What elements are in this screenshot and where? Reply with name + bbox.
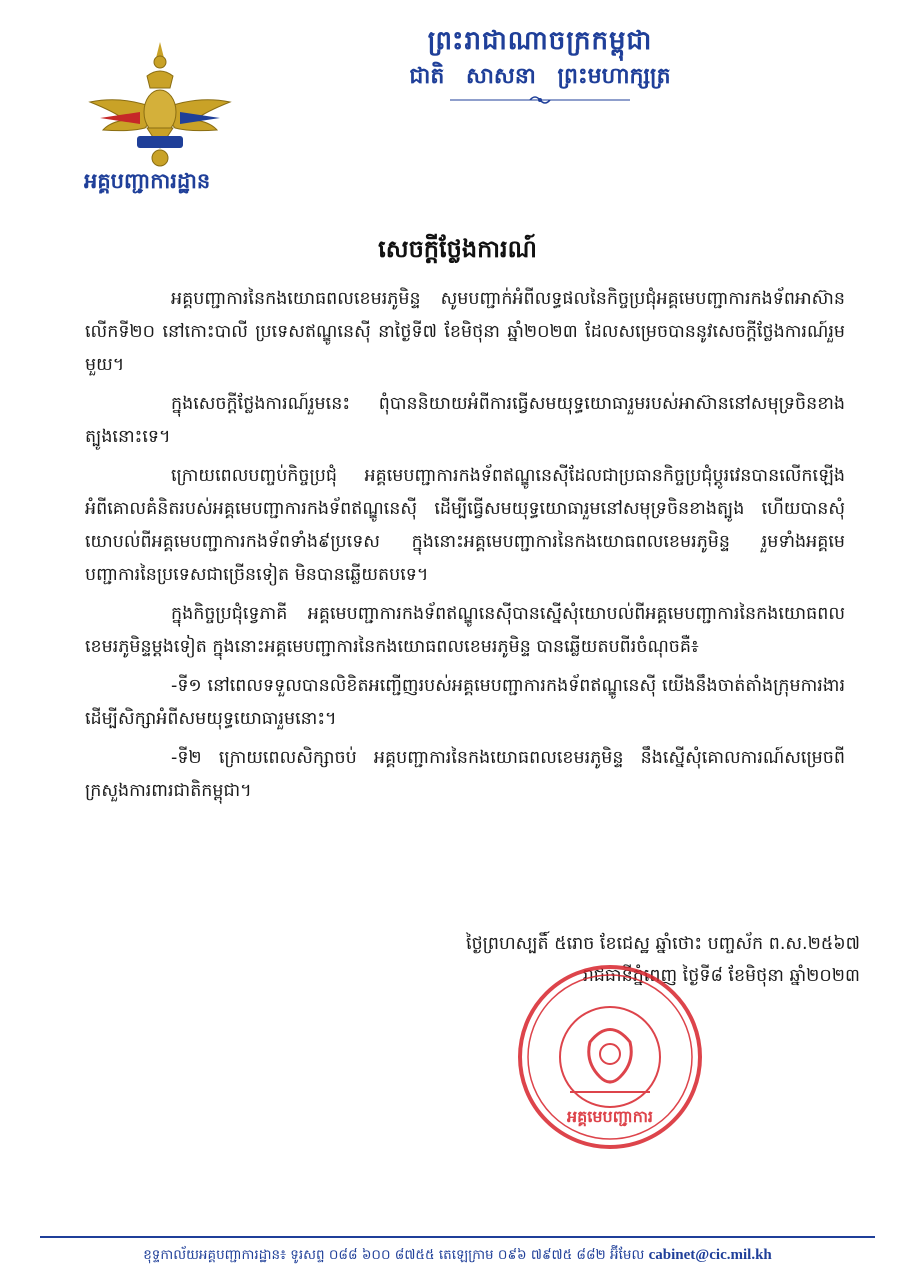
paragraph: ក្នុងកិច្ចប្រជុំទ្វេភាគី អគ្គមេបញ្ជាការកងទ័ពឥណ្ឌូនេស៊ីបានស្នើសុំយោបល់ពីអគ្គមេបញ្ជាការនៃកងយោធពលខេមរភូមិន្ទម្តងទៀត ក្នុងនោះអគ្គមេបញ្ជាការនៃកងយោធពលខេមរភូមិន្ទ បានឆ្លើយតបពីរចំណុចគឺ៖	[85, 604, 845, 657]
footer-text: ខុទ្ទកាល័យអគ្គបញ្ជាការដ្ឋាន៖ ទូរសព្ទ ០៨៨ ៦០០ ៨៧៥៥ តេឡេក្រាម ០៩៦ ៧៩៧៥ ៨៨២ អ៊ីមែល	[143, 1247, 645, 1263]
ornament-divider-icon	[440, 94, 640, 106]
paragraph: ក្រោយពេលបញ្ចប់កិច្ចប្រជុំ អគ្គមេបញ្ជាការកងទ័ពឥណ្ឌូនេស៊ីដែលជាប្រធានកិច្ចប្រជុំប្តូរវេនបានលើកឡើងអំពីគោលគំនិតរបស់អគ្គមេបញ្ជាការកងទ័ពឥណ្ឌូនេស៊ី ដើម្បីធ្វើសមយុទ្ធយោធារួមនៅសមុទ្រចិនខាងត្បូង ហើយបានសុំយោបល់ពីអគ្គមេបញ្ជាការកងទ័ពទាំង៩ប្រទេស ក្នុងនោះអគ្គមេបញ្ជាការនៃកងយោធពលខេមរភូមិន្ទ រួមទាំងអគ្គមេបញ្ជាការនៃប្រទេសជាច្រើនទៀត មិនបានឆ្លើយតបទេ។	[85, 466, 845, 585]
list-item: -ទី១ នៅពេលទទួលបានលិខិតអញ្ជើញរបស់អគ្គមេបញ្ជាការកងទ័ពឥណ្ឌូនេស៊ី យើងនឹងចាត់តាំងក្រុមការងារដើម្បីសិក្សាអំពីសមយុទ្ធយោធារួមនោះ។	[85, 676, 845, 729]
footer-contact	[40, 1246, 875, 1266]
lunar-date: ថ្ងៃព្រហស្បតិ៍ ៥រោច ខែជេស្ឋ ឆ្នាំថោះ បញ្ចស័ក ព.ស.២៥៦៧	[466, 934, 860, 954]
place-date: រាជធានីភ្នំពេញ ថ្ងៃទី៨ ខែមិថុនា ឆ្នាំ២០២៣	[582, 966, 860, 986]
statement-body	[85, 283, 845, 814]
kingdom-title: ព្រះរាជាណាចក្រកម្ពុជា	[427, 26, 653, 56]
email-link[interactable]: cabinet@cic.mil.kh	[648, 1247, 772, 1263]
seal-text: អគ្គមេបញ្ជាការ	[566, 1107, 654, 1126]
footer-divider	[40, 1236, 875, 1238]
paragraph: ក្នុងសេចក្តីថ្លែងការណ៍រួមនេះ ពុំបាននិយាយអំពីការធ្វើសមយុទ្ធយោធារួមរបស់អាស៊ាននៅសមុទ្រចិនខាងត្បូងនោះទេ។	[85, 394, 845, 447]
emblem-logo-icon	[85, 40, 235, 170]
list-item: -ទី២ ក្រោយពេលសិក្សាចប់ អគ្គបញ្ជាការនៃកងយោធពលខេមរភូមិន្ទ នឹងស្នើសុំគោលការណ៍សម្រេចពីក្រសួងការពារជាតិកម្ពុជា។	[85, 748, 845, 801]
document-title: សេចក្តីថ្លែងការណ៍	[378, 235, 537, 263]
organization-name: អគ្គបញ្ជាការដ្ឋាន	[84, 169, 211, 193]
national-motto: ជាតិ សាសនា ព្រះមហាក្សត្រ	[409, 64, 671, 89]
official-seal-icon	[515, 962, 705, 1152]
paragraph: អគ្គបញ្ជាការនៃកងយោធពលខេមរភូមិន្ទ សូមបញ្ជាក់អំពីលទ្ធផលនៃកិច្ចប្រជុំអគ្គមេបញ្ជាការកងទ័ពអាស៊ានលើកទី២០ នៅកោះបាលី ប្រទេសឥណ្ឌូនេស៊ី នាថ្ងៃទី៧ ខែមិថុនា ឆ្នាំ២០២៣ ដែលសម្រេចបាននូវសេចក្តីថ្លែងការណ៍រួមមួយ។	[85, 289, 845, 375]
